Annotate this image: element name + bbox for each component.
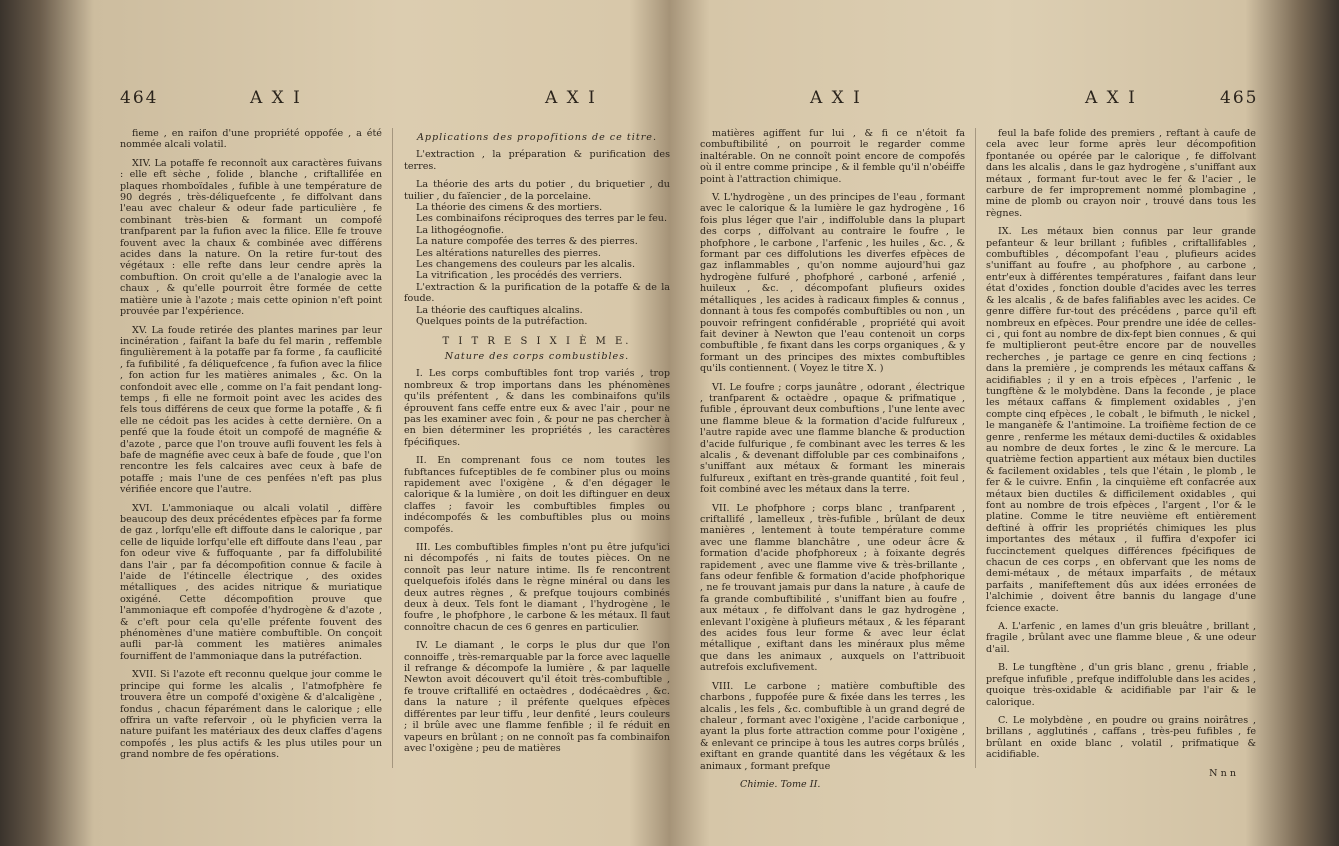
list-item: La nature compofée des terres & des pierres. xyxy=(416,236,638,248)
list-item: La théorie des cimens & des mortiers. xyxy=(416,202,603,214)
running-head: A X I xyxy=(810,88,862,108)
list-item: Les combinaifons réciproques des terres par le feu. xyxy=(416,213,667,225)
list-item: Les changemens des couleurs par les alcalis. xyxy=(416,259,636,271)
paragraph: XVI. L'ammoniaque ou alcali volatil , diffère beaucoup des deux précédentes efpèces par fa forme de gaz , lorfqu'elle eft diffoute dans le calorique , par celle de liquide lorfqu'elle eft diffoute dans l'eau , par fon odeur vive & fuffoquante , par fa diffolubilité dans l'air , par fa décompofition connue & facile à l'aide de l'étincelle électrique , des oxides métalliques , des acides nitrique & muriatique oxigéné. Cette décompofition prouve que l'ammoniaque eft compofée d'hydrogène & d'azote , & c'eft pour cela qu'elle préfente fouvent des phénomènes d'une matière combuftible. On conçoit aufli par-là comment les matières animales fourniffent de l'ammoniaque dans la putréfaction. xyxy=(120,502,382,662)
paragraph: A. L'arfenic , en lames d'un gris bleuâtre , brillant , fragile , brûlant avec une flamme bleue , & une odeur d'ail. xyxy=(986,621,1256,655)
list-item: La vitrification , les procédés des verriers. xyxy=(416,270,623,282)
paragraph: VI. Le foufre ; corps jaunâtre , odorant , électrique , tranfparent & octaèdre , opaque & prifmatique , fufible , éprouvant deux combuftions , l'une lente avec une flamme bleue & la formation d'acide fulfureux , l'autre rapide avec une flamme blanche & production d'acide fulfurique , fe combinant avec les terres & les alcalis , & devenant diffoluble par ces combinaifons , s'uniffant aux métaux & formant les minerais fulfureux , exiftant en très-grande quantité , foit feul , foit combiné avec les métaux dans la terre. xyxy=(700,381,965,496)
chapter-subtitle: Nature des corps combustibles. xyxy=(444,350,630,362)
footer-signature: Chimie. Tome II. xyxy=(740,778,821,790)
list-item: Les altérations naturelles des pierres. xyxy=(416,247,601,259)
paragraph: VII. Le phofphore ; corps blanc , tranfparent , criftallifé , lamelleux , très-fufible , brûlant de deux manières , lentement à toute température comme avec une flamme blanchâtre , une odeur âcre & formation d'acide phofphoreux ; à foixante degrés rapidement , avec une flamme vive & très-brillante , fans odeur fenfible & formation d'acide phofphorique , ne fe trouvant jamais pur dans la nature , à caufe de fa grande combuftibilité , s'uniffant bien au foufre , aux métaux , fe diffolvant dans le gaz hydrogène , enlevant l'oxigène à plufieurs métaux , & les féparant des acides fous leur forme & avec leur éclat métallique , exiftant dans les minéraux plus même que dans les animaux , auxquels on l'attribuoit autrefois exclufivement. xyxy=(700,502,965,674)
paragraph: IV. Le diamant , le corps le plus dur que l'on connoiffe , très-remarquable par la force avec laquelle il refrange & décompofe la lumière , & par laquelle Newton avoit découvert qu'il étoit très-combuftible , fe trouve criftallifé en octaèdres , dodécaèdres , &c. dans la nature ; il préfente quelques efpèces différentes par leur tiffu , leur denfité , leurs couleurs ; il brûle avec une flamme fenfible ; il fe réduit en vapeurs en brûlant ; on ne connoît pas fa combinaifon avec l'oxigène ; peu de matières xyxy=(404,640,670,754)
paragraph: XIV. La potaffe fe reconnoît aux caractères fuivans : elle eft sèche , folide , blanche , criftallifée en plaques rhomboïdales , fufible à une température de 90 degrés , très-déliquefcente , fe diffolvant dans l'eau avec chaleur & odeur fade particulière , fe combinant très-bien & formant un compofé tranfparent par la fufion avec la filice. Elle fe trouve fouvent avec la chaux & combinée avec différens acides dans la nature. On la retire fur-tout des végétaux : elle refte dans leur cendre après la combuftion. On croit qu'elle a de l'analogie avec la chaux , & qu'elle pourroit être formée de cette matière unie à l'azote ; mais cette opinion n'eft point prouvée par l'expérience. xyxy=(120,157,382,318)
column-left-2 xyxy=(404,128,670,761)
list-item: La théorie des cauftiques alcalins. xyxy=(416,304,583,316)
list-item: Quelques points de la putréfaction. xyxy=(416,316,588,328)
list-item: La théorie des arts du potier , du briquetier , du tuilier , du faïencier , de la porcelaine. xyxy=(404,179,670,202)
paragraph: XVII. Si l'azote eft reconnu quelque jour comme le principe qui forme les alcalis , l'atmofphère fe trouvera être un compofé d'oxigène & d'alcaligène , fondus , chacun féparément dans le calorique ; elle offrira un vafte refervoir , où le phyficien verra la nature puifant les matériaux des deux claffes d'agens compofés , les plus actifs & les plus utiles pour un grand nombre de fes opérations. xyxy=(120,669,382,761)
paragraph: I. Les corps combuftibles font trop variés , trop nombreux & trop importans dans les phénomènes qu'ils préfentent , & dans les combinaifons qu'ils éprouvent fans ceffe entre eux & avec l'air , pour ne pas les examiner avec foin , & pour ne pas chercher à en bien déterminer les propriétés , les caractères fpécifiques. xyxy=(404,368,670,448)
signature-mark: N n n xyxy=(1209,767,1236,779)
list-item: La lithogéognofie. xyxy=(416,224,504,236)
column-right-1 xyxy=(700,128,965,790)
paragraph: IX. Les métaux bien connus par leur grande pefanteur & leur brillant ; fufibles , criftallifables , combuftibles , décompofant l'eau , plufieurs acides s'uniffant au foufre , au phofphore , au carbone , entr'eux à différentes températures , faifant dans leur état d'oxides , fonction double d'acides avec les terres & les alcalis , & de bafes falifiables avec les acides. Ce genre diffère fur-tout des précédens , parce qu'il eft nombreux en efpèces. Pour prendre une idée de celles-ci , qui font au nombre de dix-fept bien connues , & qui fe multiplieront peut-être encore par de nouvelles recherches , je partage ce genre en cinq fections ; dans la première , je comprends les métaux caffans & acidifiables ; il y en a trois efpèces , l'arfenic , le tungftène & le molybdène. Dans la feconde , je place les métaux caffans & fimplement oxidables , j'en compte cinq efpèces , le cobalt , le bifmuth , le nickel , le manganèfe & l'antimoine. La troifième fection de ce genre , renferme les métaux demi-ductiles & oxidables au nombre de deux fortes , le zinc & le mercure. La quatrième fection appartient aux métaux bien ductiles & facilement oxidables , tels que l'étain , le plomb , le fer & le cuivre. Enfin , la cinquième eft confacrée aux métaux bien ductiles & difficilement oxidables , qui font au nombre de trois efpèces , l'argent , l'or & le platine. Comme le titre neuvième eft entièrement deftiné à offrir les propriétés chimiques les plus importantes des métaux , il fuffira d'expofer ici fuccinctement quelques différences fpécifiques de chacun de ces corps , en obfervant que les noms de demi-métaux , de métaux imparfaits , de métaux parfaits , manifeftement dûs aux idées erronées de l'alchimie , doivent être bannis du langage d'une fcience exacte. xyxy=(986,226,1256,614)
list-item: L'extraction & la purification de la potaffe & de la foude. xyxy=(404,281,670,305)
column-divider xyxy=(975,128,976,768)
page-number: 464 xyxy=(120,88,159,108)
running-head: A X I xyxy=(1085,88,1137,108)
page-number: 465 xyxy=(1220,88,1259,108)
right-page xyxy=(690,18,1270,838)
paragraph: III. Les combuftibles fimples n'ont pu être jufqu'ici ni décompofés , ni faits de toutes pièces. On ne connoît pas leur nature intime. Ils fe rencontrent quelquefois ifolés dans le règne minéral ou dans les deux autres règnes , & prefque toujours combinés deux à deux. Tels font le diamant , l'hydrogène , le foufre , le phofphore , le carbone & les métaux. Il faut connoître chacun de ces 6 genres en particulier. xyxy=(404,542,670,633)
paragraph: fieme , en raifon d'une propriété oppofée , a été nommée alcali volatil. xyxy=(120,128,382,151)
paragraph: B. Le tungftène , d'un gris blanc , grenu , friable , prefque infufible , prefque indiffoluble dans les acides , quoique très-oxidable & acidifiable par l'air & le calorique. xyxy=(986,662,1256,708)
column-left-1 xyxy=(120,128,382,768)
paragraph: V. L'hydrogène , un des principes de l'eau , formant avec le calorique & la lumière le gaz hydrogène , 16 fois plus léger que l'air , indiffoluble dans la plupart des corps , diffolvant au contraire le foufre , le phofphore , le carbone , l'arfenic , les huiles , &c. , & formant par ces diffolutions les diverfes efpèces de gaz inflammables , qu'on nomme aujourd'hui gaz hydrogène fulfuré , phofphoré , carboné , arfenié , huileux , &c. , décompofant plufieurs oxides métalliques , les acides à radicaux fimples & connus , donnant à tous fes compofés combuftibles ou non , un pouvoir refringent confidérable , propriété qui avoit fait deviner à Newton que l'eau contenoit un corps combuftible , fe fixant dans les corps organiques , & y formant un des principes des mixtes combuftibles qu'ils contiennent. ( Voyez le titre X. ) xyxy=(700,192,965,375)
paragraph: matières agiffent fur lui , & fi ce n'étoit fa combuftibilité , on pourroit le regarder comme inaltérable. On ne connoît point encore de compofés où il entre comme principe , & il femble qu'il n'obéiffe point à l'attraction chimique. xyxy=(700,128,965,185)
applications-list xyxy=(404,179,670,327)
left-page xyxy=(120,18,680,838)
paragraph: XV. La foude retirée des plantes marines par leur incinération , faifant la bafe du fel marin , reffemble fingulièrement à la potaffe par fa forme , fa cauflicité , fa fufibilité , fa déliquefcence , fa fufion avec la filice , fon action fur les matières animales , &c. On la confondoit avec elle , comme on l'a fait pendant long-temps , fi elle ne formoit point avec les acides des fels tous différens de ceux que forme la potaffe , & fi elle ne cédoit pas les acides à cette dernière. On a penfé que la foude étoit un compofé de magnéfie & d'azote , parce que l'on trouve aufli fouvent les fels à bafe de magnéfie avec ceux à bafe de foude , que l'on rencontre les fels calcaires avec ceux à bafe de potaffe ; mais l'une de ces penfées n'eft pas plus vérifiée encore que l'autre. xyxy=(120,324,382,496)
chapter-title: T I T R E S I X I È M E. xyxy=(442,335,632,347)
column-divider xyxy=(392,128,393,768)
paragraph: feul la bafe folide des premiers , reftant à caufe de cela avec leur forme après leur décompofition fpontanée ou opérée par le calorique , fe diffolvant dans les alcalis , dans le gaz hydrogène , s'uniffant aux métaux , formant fur-tout avec le fer & l'acier , le carbure de fer improprement nommé plombagine , mine de plomb ou crayon noir , trouvé dans tous les règnes. xyxy=(986,128,1256,219)
paragraph: C. Le molybdène , en poudre ou grains noirâtres , brillans , agglutinés , caffans , très-peu fufibles , fe brûlant en oxide blanc , volatil , prifmatique & acidifiable. xyxy=(986,714,1256,761)
paragraph: L'extraction , la préparation & purification des terres. xyxy=(404,149,670,172)
section-heading: Applications des propofitions de ce titre. xyxy=(416,132,658,143)
running-head: A X I xyxy=(250,88,302,108)
running-head: A X I xyxy=(545,88,597,108)
paragraph: II. En comprenant fous ce nom toutes les fubftances fufceptibles de fe combiner plus ou moins rapidement avec l'oxigène , & d'en dégager le calorique & la lumière , on doit les diftinguer en deux claffes ; favoir les combuftibles fimples ou indécompofés & les combuftibles plus ou moins compofés. xyxy=(404,455,670,535)
column-right-2 xyxy=(986,128,1256,779)
paragraph: VIII. Le carbone ; matière combuftible des charbons , fuppofée pure & fixée dans les terres , les alcalis , les fels , &c. combuftible à un grand degré de chaleur , formant avec l'oxigène , l'acide carbonique , ayant la plus forte attraction comme pour l'oxigène , & enlevant ce principe à tous les autres corps brûlés , exiftant en grande quantité dans les végétaux & les animaux , formant prefque xyxy=(700,680,965,772)
